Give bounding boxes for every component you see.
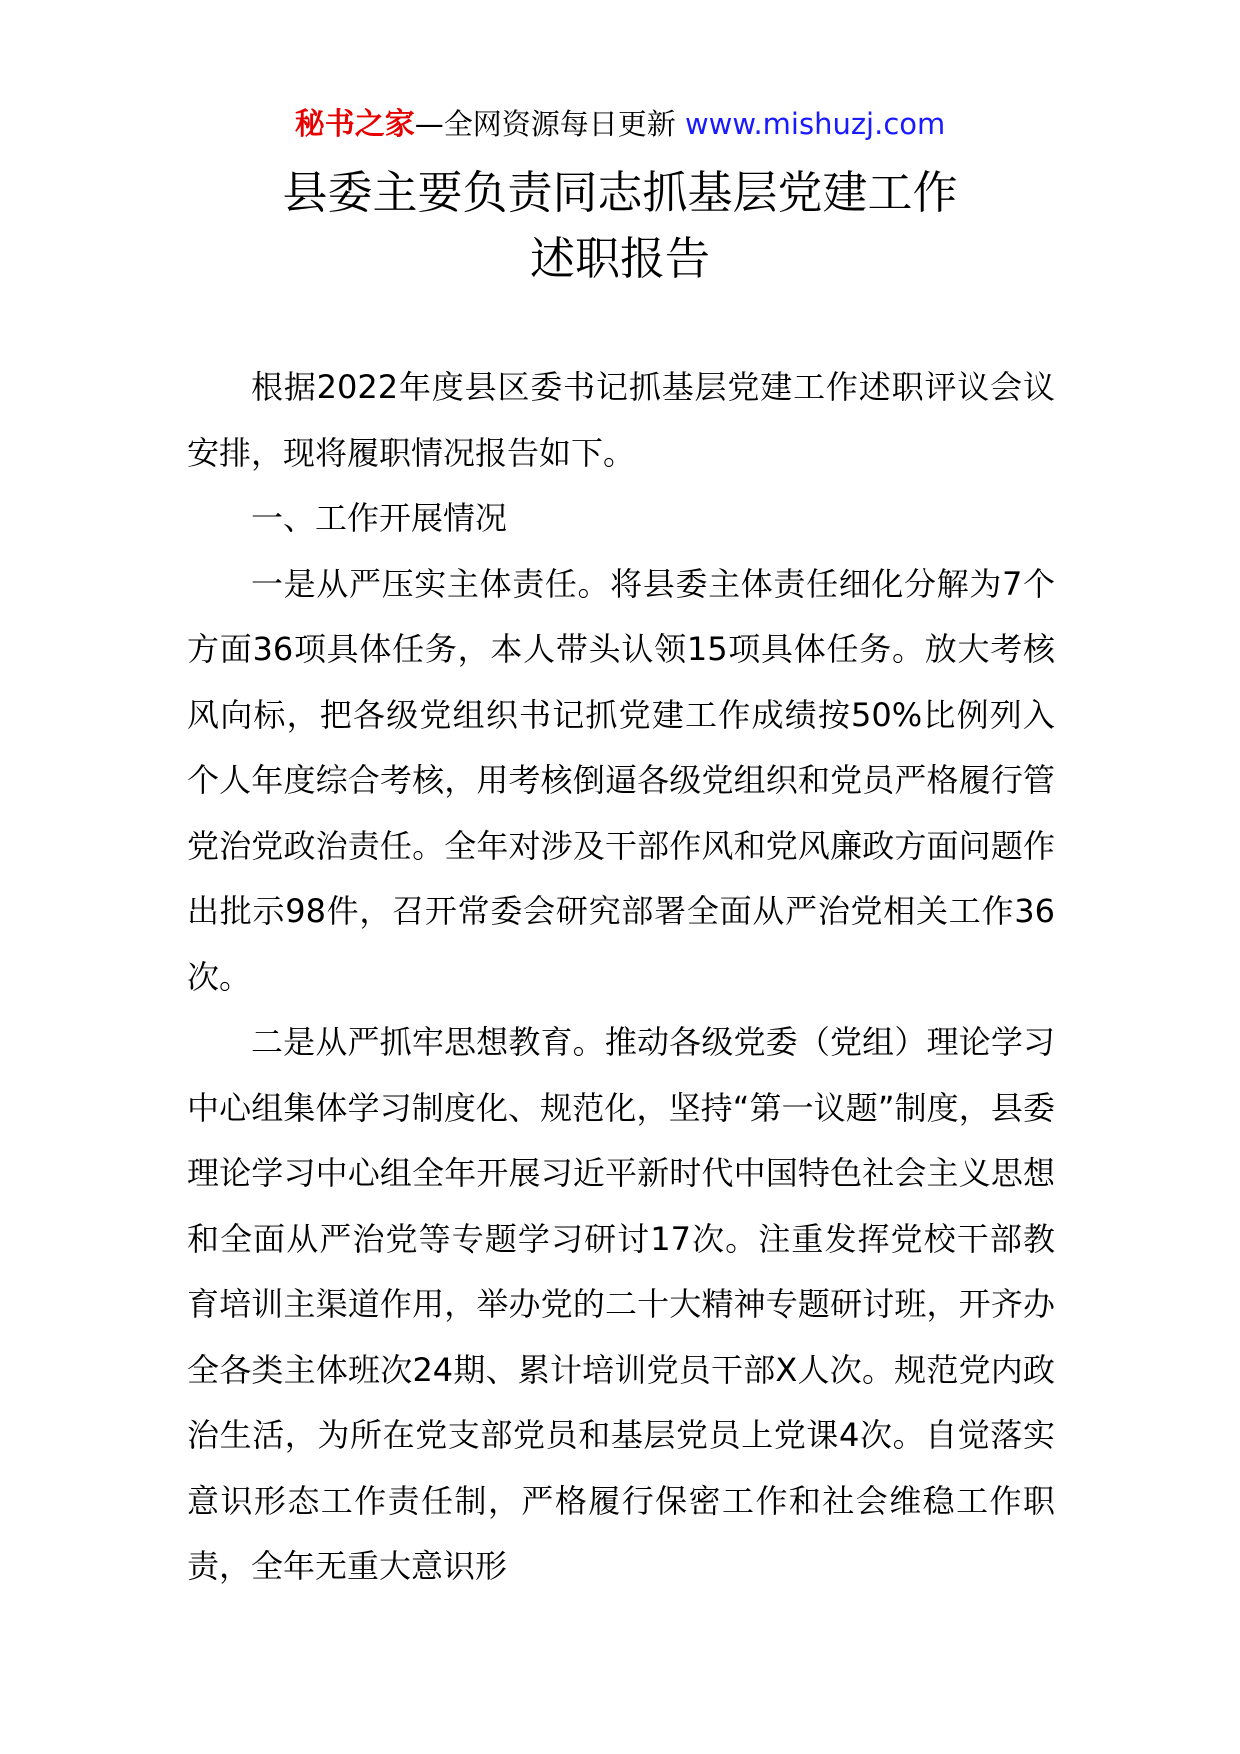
brand-name: 秘书之家 <box>294 107 415 142</box>
document-title-line-2: 述职报告 <box>529 232 710 285</box>
body-paragraph: 一是从严压实主体责任。将县委主体责任细化分解为7个方面36项具体任务，本人带头认领15项具体任务。放大考核风向标，把各级党组织书记抓党建工作成绩按50%比例列入个人年度综合考核，用考核倒逼各级党组织和党员严格履行管党治党政治责任。全年对涉及干部作风和党风廉政方面问题作出批示98件，召开常委会研究部署全面从严治党相关工作36次。 <box>187 564 1055 996</box>
header-slogan: —全网资源每日更新 <box>414 107 676 141</box>
site-url-link[interactable]: www.mishuzj.com <box>684 107 946 141</box>
site-header <box>0 104 1240 145</box>
intro-paragraph: 根据2022年度县区委书记抓基层党建工作述职评议会议安排，现将履职情况报告如下。 <box>187 368 1055 472</box>
body-paragraph: 二是从严抓牢思想教育。推动各级党委（党组）理论学习中心组集体学习制度化、规范化，坚持“第一议题”制度，县委理论学习中心组全年开展习近平新时代中国特色社会主义思想和全面从严治党等专题学习研讨17次。注重发挥党校干部教育培训主渠道作用，举办党的二十大精神专题研讨班，开齐办全各类主体班次24期、累计培训党员干部X人次。规范党内政治生活，为所在党支部党员和基层党员上党课4次。自觉落实意识形态工作责任制，严格履行保密工作和社会维稳工作职责，全年无重大意识形 <box>187 1023 1055 1585</box>
document-body <box>187 355 1055 1600</box>
document-title-line-1: 县委主要负责同志抓基层党建工作 <box>282 166 958 219</box>
section-heading: 一、工作开展情况 <box>251 499 508 537</box>
